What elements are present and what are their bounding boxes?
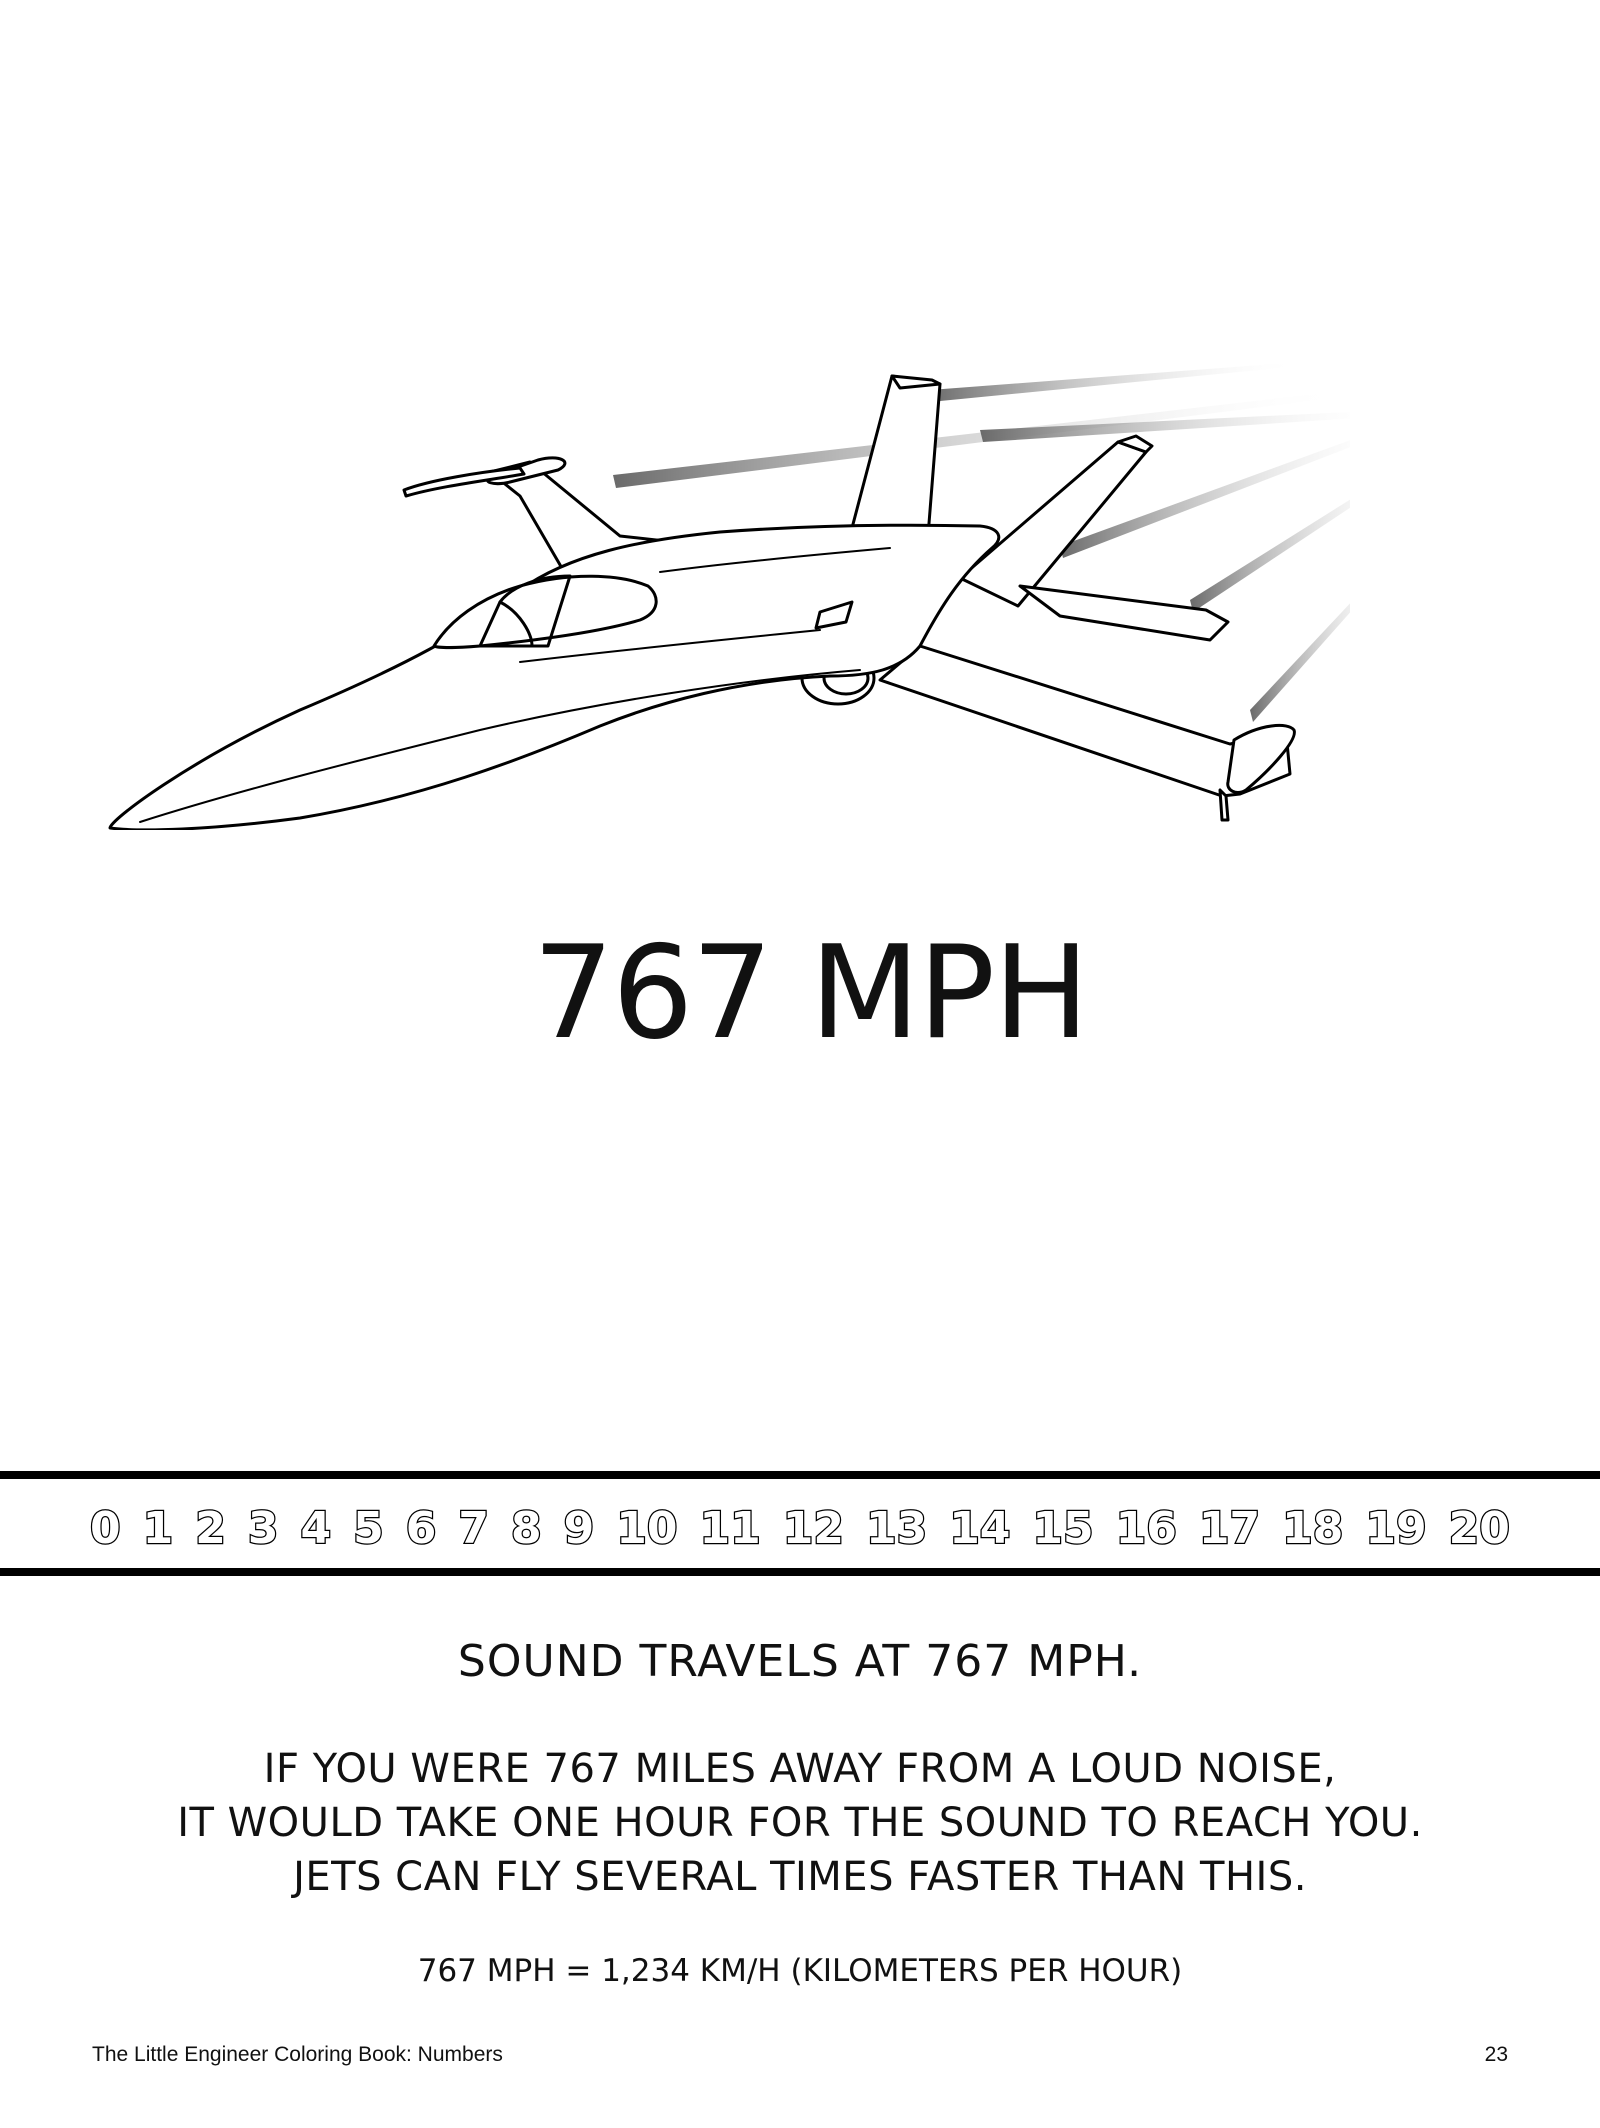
- number-line-item: 4: [300, 1503, 332, 1554]
- speed-headline: 767 MPH: [532, 919, 1088, 1068]
- number-line-item: 7: [458, 1503, 489, 1554]
- number-line-item: 20: [1448, 1503, 1510, 1554]
- number-line-item: 18: [1282, 1503, 1344, 1554]
- jet-icon: [100, 350, 1350, 830]
- number-line-item: 17: [1198, 1503, 1261, 1554]
- number-line-item: 0: [90, 1503, 121, 1554]
- number-line: [90, 1500, 1510, 1558]
- number-line-item: 3: [247, 1503, 279, 1554]
- number-line-item: 14: [949, 1503, 1011, 1554]
- unit-conversion: 767 MPH = 1,234 KM/H (KILOMETERS PER HOUR): [417, 1953, 1183, 1989]
- footer-page-number: 23: [1484, 2043, 1508, 2066]
- fact-heading: SOUND TRAVELS AT 767 MPH.: [457, 1636, 1143, 1687]
- number-line-item: 5: [353, 1503, 384, 1554]
- number-line-top-rule: [0, 1471, 1600, 1479]
- number-line-item: 15: [1032, 1503, 1094, 1554]
- fact-line: JETS CAN FLY SEVERAL TIMES FASTER THAN THIS.: [293, 1854, 1307, 1900]
- number-line-item: 13: [865, 1503, 928, 1554]
- number-line-item: 1: [142, 1503, 174, 1554]
- fact-line: IT WOULD TAKE ONE HOUR FOR THE SOUND TO REACH YOU.: [177, 1800, 1423, 1846]
- number-line-item: 16: [1115, 1503, 1177, 1554]
- number-line-item: 11: [699, 1503, 761, 1554]
- number-line-item: 12: [782, 1503, 844, 1554]
- number-line-item: 8: [511, 1503, 542, 1554]
- number-line-item: 10: [616, 1503, 678, 1554]
- number-line-item: 19: [1365, 1503, 1427, 1554]
- footer-book-title: The Little Engineer Coloring Book: Numbers: [92, 2043, 503, 2066]
- number-line-item: 9: [563, 1503, 595, 1554]
- number-line-item: 6: [405, 1503, 437, 1554]
- fact-line: IF YOU WERE 767 MILES AWAY FROM A LOUD NOISE,: [263, 1746, 1337, 1792]
- number-line-item: 2: [195, 1503, 226, 1554]
- fact-body: [0, 1742, 1600, 1904]
- number-line-bottom-rule: [0, 1568, 1600, 1576]
